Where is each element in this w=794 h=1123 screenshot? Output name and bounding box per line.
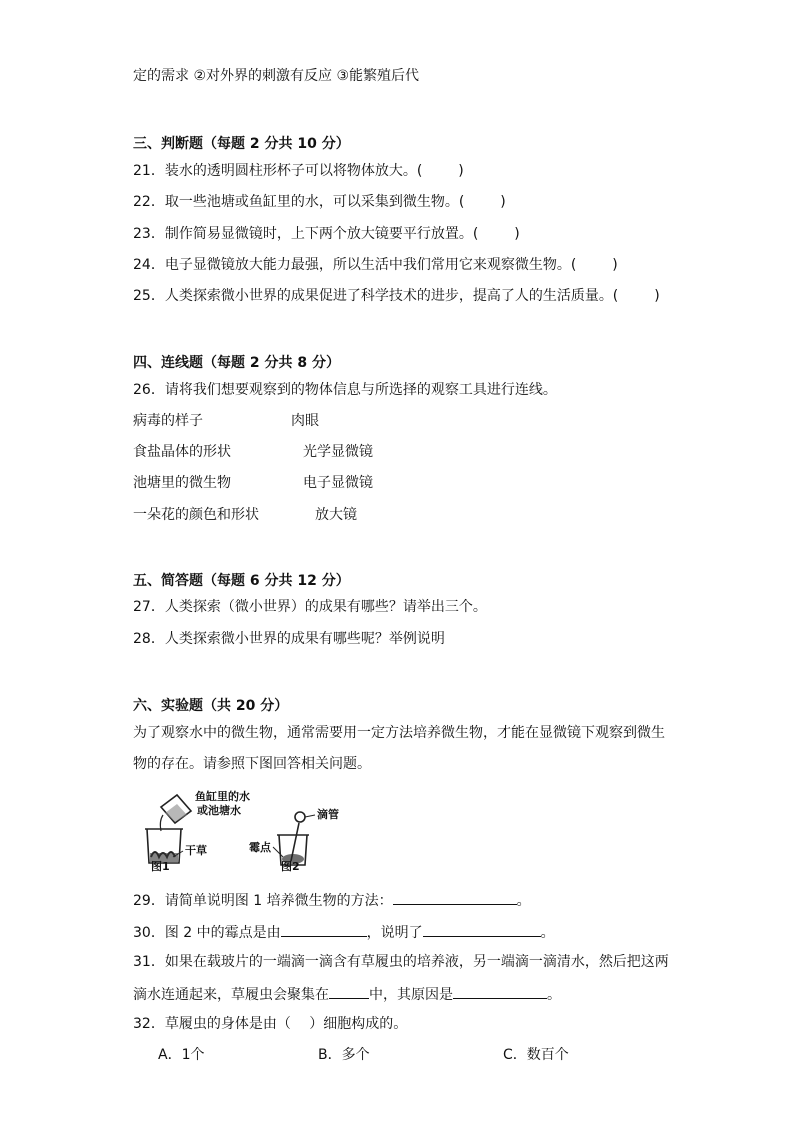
section-4-title: 四、连线题（每题 2 分共 8 分） xyxy=(133,355,340,371)
section-5-title: 五、简答题（每题 6 分共 12 分） xyxy=(133,573,350,589)
match-tool-1: 肉眼 xyxy=(291,413,319,429)
label-mold: 霉点 xyxy=(249,841,271,854)
question-28: 28．人类探索微小世界的成果有哪些呢？举例说明 xyxy=(133,631,445,647)
match-tool-4: 放大镜 xyxy=(315,507,357,523)
question-31-line-1: 31．如果在载玻片的一端滴一滴含有草履虫的培养液，另一端滴一滴清水，然后把这两 xyxy=(133,954,669,970)
question-24-close: ) xyxy=(612,257,618,273)
question-27: 27．人类探索（微小世界）的成果有哪些？请举出三个。 xyxy=(133,599,487,615)
question-31-text-b: 中，其原因是 xyxy=(369,987,453,1003)
question-24 xyxy=(133,256,618,274)
question-31-end: 。 xyxy=(547,987,561,1003)
question-22 xyxy=(133,193,506,211)
section-6-intro-2: 物的存在。请参照下图回答相关问题。 xyxy=(133,756,371,772)
option-b[interactable]: B．多个 xyxy=(318,1047,370,1063)
section-6-intro-1: 为了观察水中的微生物，通常需要用一定方法培养微生物，才能在显微镜下观察到微生 xyxy=(133,725,665,741)
question-25-text: 25．人类探索微小世界的成果促进了科学技术的进步，提高了人的生活质量。( xyxy=(133,288,619,304)
match-object-3: 池塘里的微生物 xyxy=(133,475,231,491)
question-32: 32．草履虫的身体是由（ ）细胞构成的。 xyxy=(133,1016,408,1032)
question-22-text: 22．取一些池塘或鱼缸里的水，可以采集到微生物。( xyxy=(133,194,465,210)
question-30-text-a: 30．图 2 中的霉点是由 xyxy=(133,925,281,941)
match-object-1: 病毒的样子 xyxy=(133,413,203,429)
label-fig2: 图2 xyxy=(281,860,300,873)
option-a[interactable]: A．1个 xyxy=(158,1047,205,1063)
section-3-title: 三、判断题（每题 2 分共 10 分） xyxy=(133,136,350,152)
option-c[interactable]: C．数百个 xyxy=(503,1047,569,1063)
question-22-close: ) xyxy=(500,194,506,210)
question-25-close: ) xyxy=(654,288,660,304)
question-29-end: 。 xyxy=(516,893,531,909)
question-21 xyxy=(133,162,464,180)
label-hay: 干草 xyxy=(185,844,207,857)
question-24-text: 24．电子显微镜放大能力最强，所以生活中我们常用它来观察微生物。( xyxy=(133,257,577,273)
question-29-text: 29．请简单说明图 1 培养微生物的方法： xyxy=(133,893,393,909)
intro-line: 定的需求 ②对外界的刺激有反应 ③能繁殖后代 xyxy=(133,68,420,84)
question-25 xyxy=(133,287,660,305)
label-fish-tank-water: 鱼缸里的水 xyxy=(195,790,250,803)
question-31-text-a: 滴水连通起来，草履虫会聚集在 xyxy=(133,987,329,1003)
answer-blank-31b[interactable] xyxy=(453,984,547,999)
question-31-line-2 xyxy=(133,984,561,1004)
answer-blank-29[interactable] xyxy=(393,890,517,905)
question-21-text: 21．装水的透明圆柱形杯子可以将物体放大。( xyxy=(133,163,423,179)
question-30-end: 。 xyxy=(540,925,555,941)
match-tool-2: 光学显微镜 xyxy=(303,444,373,460)
answer-blank-31a[interactable] xyxy=(329,984,369,999)
match-object-4: 一朵花的颜色和形状 xyxy=(133,507,259,523)
label-dropper: 滴管 xyxy=(317,808,339,821)
experiment-figure xyxy=(133,787,373,875)
label-fig1: 图1 xyxy=(151,860,170,873)
question-23 xyxy=(133,225,520,243)
match-object-2: 食盐晶体的形状 xyxy=(133,444,231,460)
question-29 xyxy=(133,890,531,910)
question-23-text: 23．制作简易显微镜时，上下两个放大镜要平行放置。( xyxy=(133,226,479,242)
section-6-title: 六、实验题（共 20 分） xyxy=(133,698,289,714)
question-23-close: ) xyxy=(514,226,520,242)
question-30-text-b: ，说明了 xyxy=(366,925,423,941)
match-tool-3: 电子显微镜 xyxy=(303,475,373,491)
question-26: 26．请将我们想要观察到的物体信息与所选择的观察工具进行连线。 xyxy=(133,382,557,398)
label-pond-water: 或池塘水 xyxy=(197,804,241,817)
answer-blank-30a[interactable] xyxy=(281,922,367,937)
question-30 xyxy=(133,922,555,942)
question-21-close: ) xyxy=(458,163,464,179)
answer-blank-30b[interactable] xyxy=(423,922,541,937)
